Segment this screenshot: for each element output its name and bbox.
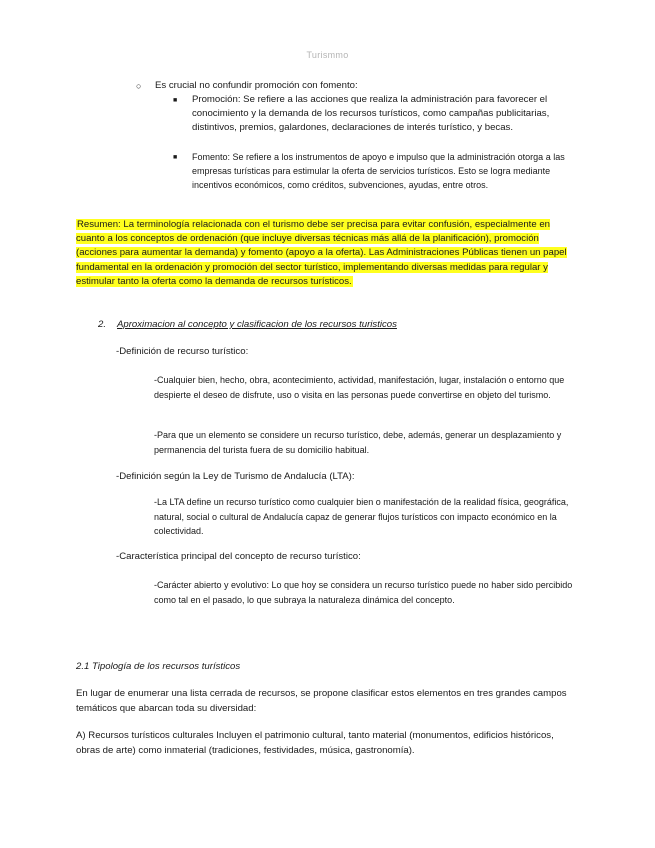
list-item-text: Promoción: Se refiere a las acciones que realiza la administración para favorecer el conocimiento y la demanda de los recursos turísticos, como campañas publicitarias, distintivos, premios, galardones, declaraciones de interés turístico, y becas.	[192, 94, 550, 134]
summary-paragraph	[76, 218, 576, 289]
definition-paragraph: -La LTA define un recurso turístico como cualquier bien o manifestación de la realidad física, geográfica, natural, social o cultural de Andalucía capaz de generar flujos turísticos con impacto económico en la colectividad.	[154, 497, 569, 537]
definition-paragraph: -Carácter abierto y evolutivo: Lo que hoy se considera un recurso turístico puede no haber sido percibido como tal en el pasado, lo que subraya la naturaleza dinámica del concepto.	[154, 580, 573, 605]
list-item-text: Fomento: Se refiere a los instrumentos de apoyo e impulso que la administración otorga a las empresas turísticas para estimular la oferta de servicios turísticos. Esto se logra mediante incentivos económicos, como créditos, subvenciones, ayudas, entre otros.	[192, 152, 565, 190]
body-paragraph: A) Recursos turísticos culturales Incluyen el patrimonio cultural, tanto material (monumentos, edificios históricos, obras de arte) como inmaterial (tradiciones, festividades, música, gastronomía).	[76, 730, 554, 756]
subsection-heading: 2.1 Tipología de los recursos turísticos	[76, 661, 241, 672]
definition-paragraph: -Cualquier bien, hecho, obra, acontecimiento, actividad, manifestación, lugar, instalación o entorno que despierte el deseo de disfrute, uso o visita en las personas puede convertirse en objeto del turismo.	[154, 375, 565, 400]
section-title: Aproximacion al concepto y clasificacion de los recursos turisticos	[117, 319, 397, 330]
page-header: Turismmo	[306, 50, 349, 60]
body-paragraph: En lugar de enumerar una lista cerrada de recursos, se propone clasificar estos elementos en tres grandes campos temáticos que abarcan toda su diversidad:	[76, 688, 567, 714]
hollow-circle-bullet-icon: ○	[136, 81, 142, 91]
summary-highlight: Resumen: La terminología relacionada con el turismo debe ser precisa para evitar confusión, especialmente en cuanto a los conceptos de ordenación (que incluye diversas técnicas más allá de la planificación), promoción (acciones para aumentar la demanda) y fomento (apoyo a la oferta). Las Administraciones Públicas tienen un papel fundamental en la ordenación y promoción del sector turístico, implementando diversas medidas para regular y estimular tanto la oferta como la demanda de recursos turísticos.	[76, 219, 567, 287]
list-intro-text: Es crucial no confundir promoción con fomento:	[155, 80, 358, 91]
definition-label: -Definición según la Ley de Turismo de Andalucía (LTA):	[116, 471, 355, 482]
definition-label: -Definición de recurso turístico:	[116, 346, 249, 357]
definition-paragraph: -Para que un elemento se considere un recurso turístico, debe, además, generar un desplazamiento y permanencia del turista fuera de su domicilio habitual.	[154, 430, 562, 455]
square-bullet-icon: ■	[173, 97, 178, 104]
section-2-heading	[98, 319, 397, 330]
square-bullet-icon: ■	[173, 154, 178, 161]
section-number: 2.	[98, 319, 107, 330]
definition-label: -Característica principal del concepto de recurso turístico:	[116, 551, 361, 562]
